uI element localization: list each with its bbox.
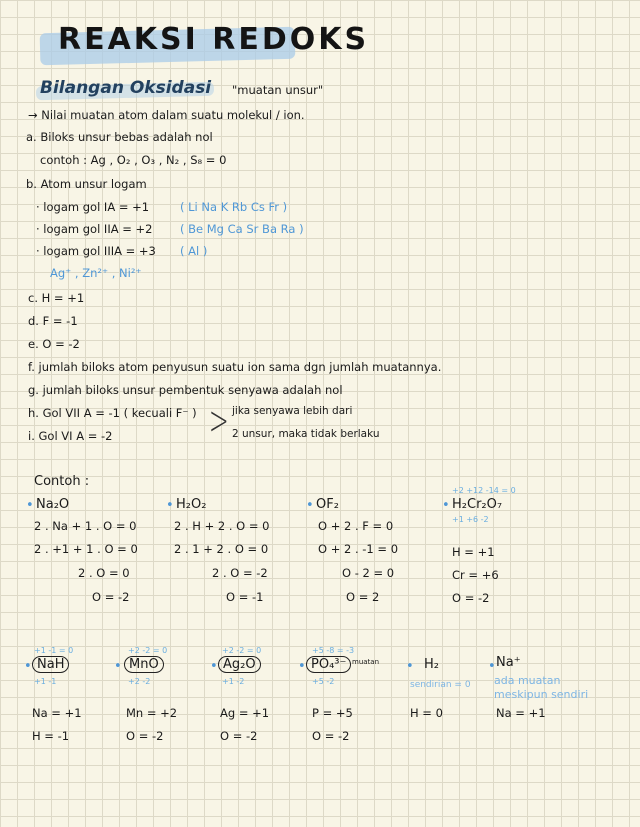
result-line: P = +5 xyxy=(312,706,353,720)
result-line: H = -1 xyxy=(32,729,70,743)
example-formula: H₂O₂ xyxy=(176,497,207,512)
example-line: H = +1 xyxy=(452,545,495,559)
bullet-icon: • xyxy=(306,498,314,513)
oxidation-top: +2 -2 = 0 xyxy=(128,646,168,655)
bullet-icon: • xyxy=(442,498,450,513)
example-line: O = 2 xyxy=(346,590,380,604)
bullet-icon: • xyxy=(24,659,32,674)
example-line: 2 . H + 2 . O = 0 xyxy=(174,519,270,533)
section-title: Bilangan Oksidasi xyxy=(40,78,212,98)
bullet-icon: • xyxy=(26,498,34,513)
example-line: O = -2 xyxy=(92,590,130,604)
exception-note: 2 unsur, maka tidak berlaku xyxy=(232,428,380,440)
oxidation-bottom: +2 -2 xyxy=(128,677,151,686)
rule-d: d. F = -1 xyxy=(28,314,78,328)
example-formula: PO₄³⁻ xyxy=(306,656,351,673)
rule-f: f. jumlah biloks atom penyusun suatu ion sama dgn jumlah muatannya. xyxy=(28,360,442,374)
result-line: Na = +1 xyxy=(496,706,546,720)
example-line: O + 2 . F = 0 xyxy=(318,519,394,533)
oxidation-bottom: +1 -2 xyxy=(222,677,245,686)
result-line: O = -2 xyxy=(126,729,164,743)
example-line: 2 . 1 + 2 . O = 0 xyxy=(174,542,269,556)
bullet-icon: • xyxy=(298,659,306,674)
example-line: O + 2 . -1 = 0 xyxy=(318,542,399,556)
rule-e: e. O = -2 xyxy=(28,337,80,351)
bullet-icon: • xyxy=(406,659,414,674)
example-formula: OF₂ xyxy=(316,497,339,512)
example-line: O = -1 xyxy=(226,590,264,604)
logam-row: · logam gol IIIA = +3 xyxy=(36,244,156,258)
rule-h: h. Gol VII A = -1 ( kecuali F⁻ ) xyxy=(28,406,197,420)
bullet-icon: • xyxy=(114,659,122,674)
example-line: 2 . O = -2 xyxy=(212,566,268,580)
bullet-icon: • xyxy=(488,659,496,674)
result-line: Na = +1 xyxy=(32,706,82,720)
subtitle-quote: "muatan unsur" xyxy=(232,83,324,97)
bullet-icon: • xyxy=(166,498,174,513)
result-line: O = -2 xyxy=(220,729,258,743)
oxidation-bottom: +1 +6 -2 xyxy=(452,515,489,524)
result-line: O = -2 xyxy=(312,729,350,743)
result-line: Ag = +1 xyxy=(220,706,270,720)
oxidation-bottom: +5 -2 xyxy=(312,677,335,686)
oxidation-top: +5 -8 = -3 xyxy=(312,646,355,655)
logam-elements: ( Li Na K Rb Cs Fr ) xyxy=(180,200,288,214)
brace-icon: > xyxy=(208,398,229,444)
example-formula: NaH xyxy=(32,656,69,673)
example-line: O - 2 = 0 xyxy=(342,566,395,580)
example-formula: MnO xyxy=(124,656,164,673)
oxidation-top: +2 -2 = 0 xyxy=(222,646,262,655)
example-line: Cr = +6 xyxy=(452,568,499,582)
bullet-icon: • xyxy=(210,659,218,674)
exception-note: jika senyawa lebih dari xyxy=(232,405,353,417)
rule-a-example: contoh : Ag , O₂ , O₃ , N₂ , S₈ = 0 xyxy=(40,153,227,167)
rule-c: c. H = +1 xyxy=(28,291,85,305)
contoh-label: Contoh : xyxy=(34,474,90,489)
example-formula: Ag₂O xyxy=(218,656,261,673)
logam-elements: ( Be Mg Ca Sr Ba Ra ) xyxy=(180,222,304,236)
oxidation-top: +2 +12 -14 = 0 xyxy=(452,486,516,495)
definition: → Nilai muatan atom dalam suatu molekul / ion. xyxy=(28,108,305,122)
example-note: sendirian = 0 xyxy=(410,680,471,690)
ion-examples: Ag⁺ , Zn²⁺ , Ni²⁺ xyxy=(50,266,142,280)
example-line: O = -2 xyxy=(452,591,490,605)
oxidation-bottom: +1 -1 xyxy=(34,677,57,686)
page-title: REAKSI REDOKS xyxy=(58,22,370,57)
logam-elements: ( Al ) xyxy=(180,244,208,258)
rule-a: a. Biloks unsur bebas adalah nol xyxy=(26,130,213,144)
example-formula: H₂Cr₂O₇ xyxy=(452,497,503,512)
example-note: ada muatan xyxy=(494,674,561,687)
oxidation-top: +1 -1 = 0 xyxy=(34,646,74,655)
example-line: 2 . Na + 1 . O = 0 xyxy=(34,519,137,533)
result-line: H = 0 xyxy=(410,706,443,720)
example-line: 2 . O = 0 xyxy=(78,566,130,580)
logam-row: · logam gol IIA = +2 xyxy=(36,222,153,236)
logam-row: · logam gol IA = +1 xyxy=(36,200,150,214)
example-formula: Na⁺ xyxy=(496,655,521,670)
example-line: 2 . +1 + 1 . O = 0 xyxy=(34,542,138,556)
rule-i: i. Gol VI A = -2 xyxy=(28,429,113,443)
example-formula: H₂ xyxy=(424,657,439,672)
rule-g: g. jumlah biloks unsur pembentuk senyawa adalah nol xyxy=(28,383,343,397)
charge-note: muatan xyxy=(352,658,380,666)
rule-b: b. Atom unsur logam xyxy=(26,177,147,191)
result-line: Mn = +2 xyxy=(126,706,178,720)
example-note: meskipun sendiri xyxy=(494,688,589,701)
example-formula: Na₂O xyxy=(36,497,70,512)
